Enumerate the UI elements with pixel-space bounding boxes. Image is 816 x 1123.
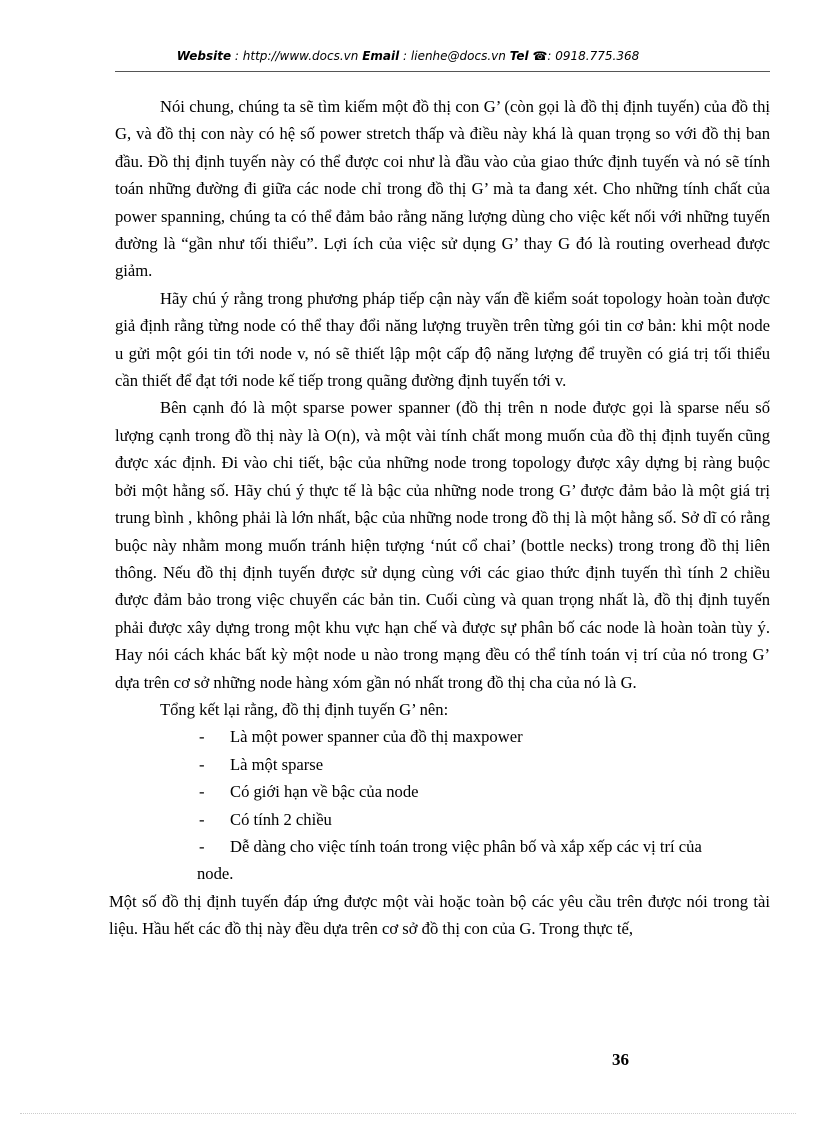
email-label: Email [362,49,400,63]
bullet-dash: - [199,782,205,802]
list-item [115,778,770,805]
bullet-dash: - [199,809,205,829]
bullet-dash: - [199,727,205,747]
paragraph-2: Hãy chú ý rằng trong phương pháp tiếp cận này vấn đề kiểm soát topology hoàn toàn được giả định rằng từng node có thể thay đổi năng lượng truyền trên từng gói tin cơ bản: khi một node u gửi một gói tin tới node v, nó sẽ thiết lập một cấp độ năng lượng để truyền có giá trị tối thiểu cần thiết để đạt tới node kế tiếp trong quãng đường định tuyến tới v. [115,288,770,391]
list-item [115,806,770,833]
requirements-list [115,723,770,860]
paragraph-3: Bên cạnh đó là một sparse power spanner (đồ thị trên n node được gọi là sparse nếu số lượng cạnh trong đồ thị này là O(n), và một vài tính chất mong muốn của đồ thị định tuyến cũng được xác định. Đi vào chi tiết, bậc của những node trong topology được xây dựng bị ràng buộc bởi một hằng số. Hãy chú ý thực tế là bậc của những node trong G’ được đảm bảo là một giá trị trung bình , không phải là lớn nhất, bậc của những node trong đồ thị là một hằng số. Sở dĩ có rằng buộc này nhằm mong muốn tránh hiện tượng ‘nút cổ chai’ (bottle necks) trong trong đồ thị liên thông. Nếu đồ thị định tuyến được sử dụng cùng với các giao thức định tuyến thì tính 2 chiều được đảm bảo trong việc chuyển các bản tin. Cuối cùng và quan trọng nhất là, đồ thị định tuyến phải được xây dựng trong một khu vực hạn chế và được sự phân bố các node là hoàn toàn tùy ý. Hay nói cách khác bất kỳ một node u nào trong mạng đều có thể tính toán vị trí của nó trong G’ dựa trên cơ sở những node hàng xóm gần nó nhất trong đồ thị cha của nó là G. [115,398,770,692]
bullet-dash: - [199,754,205,774]
paragraph-1: Nói chung, chúng ta sẽ tìm kiếm một đồ thị con G’ (còn gọi là đồ thị định tuyến) của đồ thị G, và đồ thị con này có hệ số power stretch thấp và điều này khá là quan trọng so với đồ thị ban đầu. Đồ thị định tuyến này có thể được coi như là đầu vào của giao thức định tuyến và nó sẽ tính toán những đường đi giữa các node chỉ trong đồ thị G’ mà ta đang xét. Cho những tính chất của power spanning, chúng ta có thể đảm bảo rằng năng lượng dùng cho việc kết nối với những tuyến đường là “gần như tối thiểu”. Lợi ích của việc sử dụng G’ thay G đó là routing overhead được giảm. [115,97,770,281]
website-label: Website [176,49,232,63]
footer-divider [20,1113,796,1114]
paragraph-4: Tổng kết lại rằng, đồ thị định tuyến G’ nên: [160,699,449,719]
list-item-text: Dễ dàng cho việc tính toán trong việc phân bố và xắp xếp các vị trí của [230,836,702,856]
page-number: 36 [612,1050,629,1069]
list-item [115,751,770,778]
page-header [0,49,816,63]
list-item-continuation: node. [197,864,234,884]
tel-label: Tel [509,49,529,63]
list-item [115,723,770,750]
header-divider [115,71,770,72]
tel-value: : 0918.775.368 [547,49,640,63]
website-value: : http://www.docs.vn [234,49,359,63]
paragraph-5: Một số đồ thị định tuyến đáp ứng được một vài hoặc toàn bộ các yêu cầu trên được nói trong tài liệu. Hầu hết các đồ thị này đều dựa trên cơ sở đồ thị con của G. Trong thực tế, [109,891,770,939]
email-value: : lienhe@docs.vn [403,49,506,63]
list-item-text: Là một power spanner của đồ thị maxpower [230,727,523,747]
document-body [109,93,770,943]
list-item-text: Có giới hạn về bậc của node [230,782,419,802]
list-item [115,833,770,860]
bullet-dash: - [199,836,205,856]
list-item-text: Là một sparse [230,754,324,774]
list-item-text: Có tính 2 chiều [230,809,332,829]
phone-icon: ☎ [532,49,548,63]
